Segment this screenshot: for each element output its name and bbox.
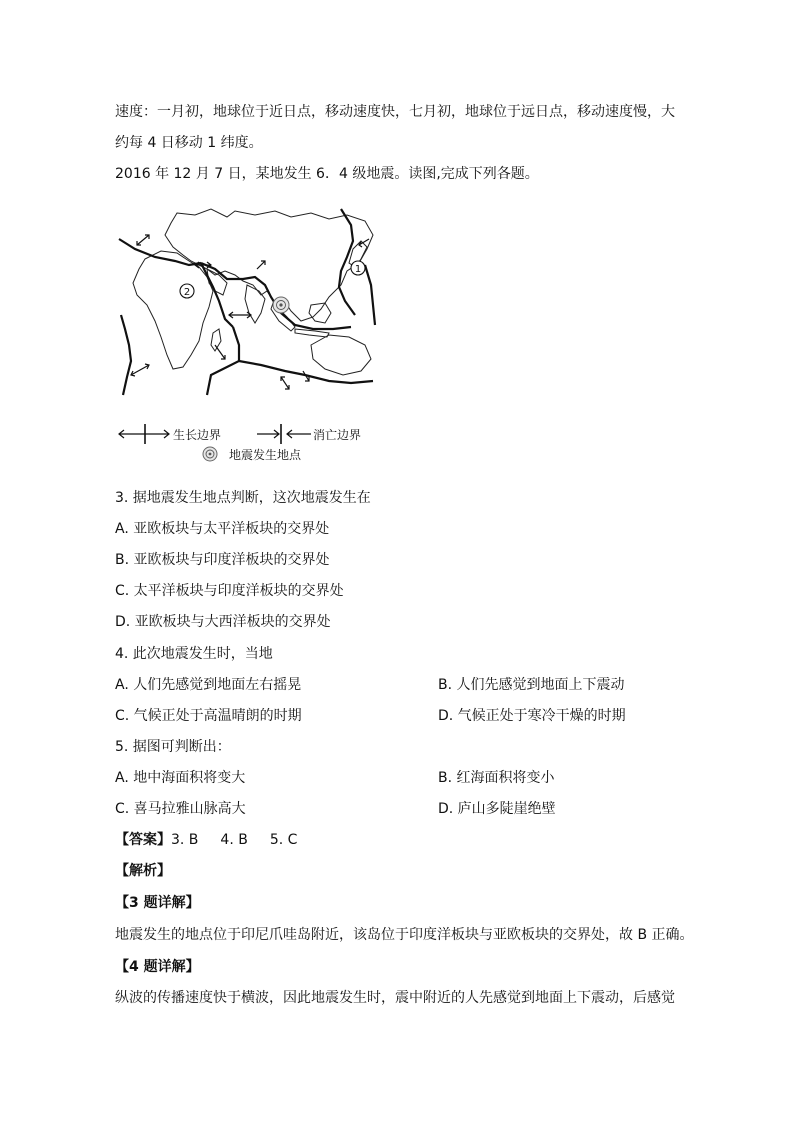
analysis-label: 【解析】: [115, 863, 171, 879]
earthquake-site-icon: [273, 297, 289, 313]
q4-option-b: B. 人们先感觉到地面上下震动: [438, 677, 625, 693]
answer-3: 3. B: [171, 832, 199, 848]
borneo-coast: [309, 303, 331, 323]
answer-4: 4. B: [220, 832, 248, 848]
q5-option-a: A. 地中海面积将变大: [115, 770, 246, 786]
q4-option-d: D. 气候正处于寒冷干燥的时期: [438, 708, 626, 724]
boundary-west-pacific: [339, 209, 355, 315]
africa-coast: [133, 251, 213, 369]
boundary-mediterranean-himalaya: [201, 263, 351, 329]
boundary-south-indian: [239, 361, 373, 383]
intro-line-2: 约每 4 日移动 1 纬度。: [115, 135, 263, 151]
legend-quake-label: 地震发生地点: [229, 448, 302, 462]
q3-option-b: B. 亚欧板块与印度洋板块的交界处: [115, 552, 330, 568]
boundary-atlantic-ridge: [121, 315, 131, 395]
svg-text:2: 2: [183, 287, 191, 298]
q3-option-d: D. 亚欧板块与大西洋板块的交界处: [115, 614, 331, 630]
boundary-east-edge: [365, 265, 375, 325]
marker-2: [180, 284, 194, 298]
q4-detail-title: 【4 题详解】: [115, 959, 200, 975]
q5-option-c: C. 喜马拉雅山脉高大: [115, 801, 246, 817]
plate-boundary-map: [115, 205, 377, 401]
legend-subduction-label: 消亡边界: [313, 428, 362, 442]
q4-option-c: C. 气候正处于高温晴朗的时期: [115, 708, 302, 724]
intro-line-1: 速度：一月初，地球位于近日点，移动速度快，七月初，地球位于远日点，移动速度慢，大: [115, 104, 675, 120]
answer-line: [115, 830, 297, 850]
q4-option-a: A. 人们先感觉到地面左右摇晃: [115, 677, 302, 693]
legend-quake-icon: [203, 447, 217, 461]
australia-coast: [311, 335, 371, 375]
q3-option-c: C. 太平洋板块与印度洋板块的交界处: [115, 583, 344, 599]
marker-1: [351, 261, 365, 275]
java-coast: [295, 329, 329, 337]
madagascar-coast: [211, 329, 221, 351]
answer-5: 5. C: [269, 832, 298, 848]
q3-option-a: A. 亚欧板块与太平洋板块的交界处: [115, 521, 330, 537]
q4-detail-text: 纵波的传播速度快于横波，因此地震发生时，震中附近的人先感觉到地面上下震动，后感觉: [115, 990, 675, 1006]
legend-growth-label: 生长边界: [173, 428, 222, 442]
answer-label: 【答案】: [115, 832, 171, 848]
q5-option-b: B. 红海面积将变小: [438, 770, 555, 786]
map-legend: [115, 420, 375, 468]
q4-stem: 4. 此次地震发生时，当地: [115, 646, 273, 662]
q5-stem: 5. 据图可判断出：: [115, 739, 231, 755]
svg-text:1: 1: [354, 264, 362, 275]
q3-stem: 3. 据地震发生地点判断，这次地震发生在: [115, 490, 371, 506]
intro-line-3: 2016 年 12 月 7 日，某地发生 6．4 级地震。读图,完成下列各题。: [115, 166, 539, 182]
q5-option-d: D. 庐山多陡崖绝壁: [438, 801, 556, 817]
q3-detail-text: 地震发生的地点位于印尼爪哇岛附近，该岛位于印度洋板块与亚欧板块的交界处，故 B 正确。: [115, 927, 694, 943]
q3-detail-title: 【3 题详解】: [115, 895, 200, 911]
